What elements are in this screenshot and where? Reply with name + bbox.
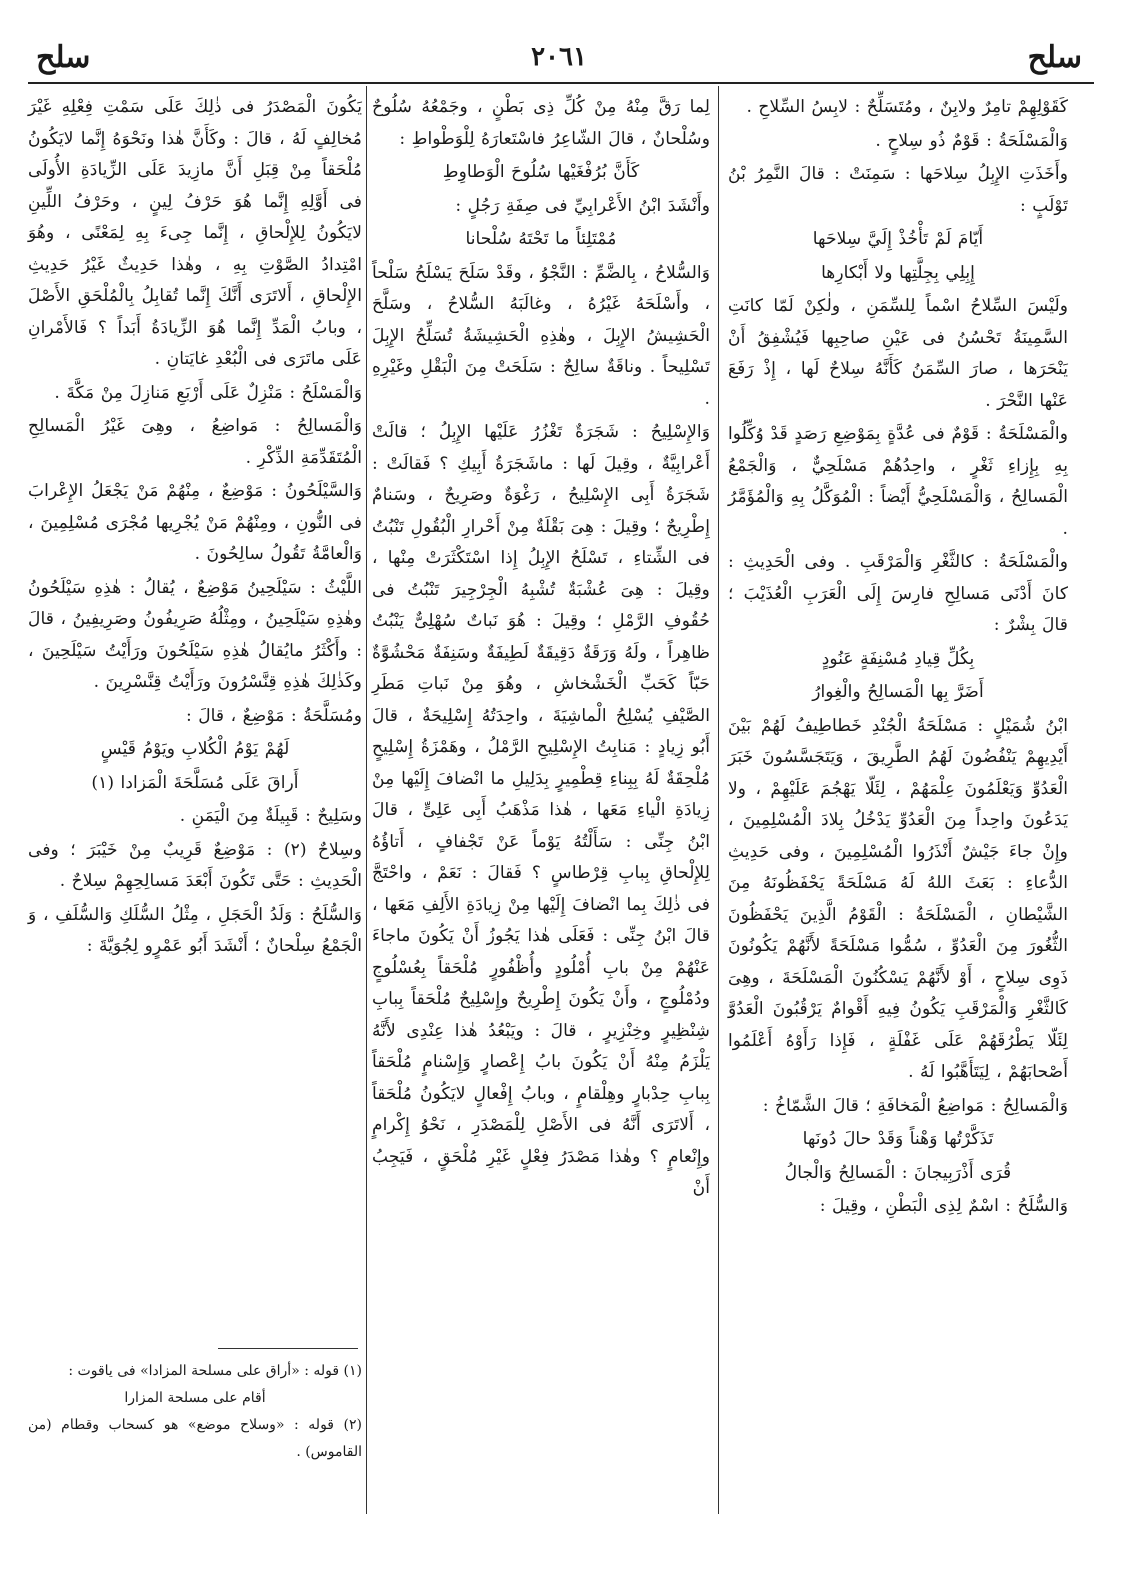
verse-line: لَهُمْ يَوْمُ الْكُلابِ ويَوْمُ قَيْسٍ [100,739,290,759]
entry-paragraph: وَالإِسْلِيحُ : شَجَرَةٌ تَغْزُرُ عَلَيْها الإِبِلُ ؛ قالَتْ أَعْرابِيَّةٌ ، وقِيلَ لَها : ماشَجَرَةُ أَبِيكِ ؟ فَقالَتْ : شَجَرَةُ أَبِى الإِسْلِيحُ ، رَغْوَةٌ وصَرِيحٌ ، وسَنامٌ إِطْرِيحٌ ؛ وقِيلَ : هِىَ بَقْلَةٌ مِنْ أَحْرارِ الْبُقُولِ تَنْبُتُ فى الشِّتاءِ ، تَسْلَحُ الإِبِلُ إِذا اسْتَكْثَرَتْ مِنْها ، وقِيلَ : هِىَ عُشْبَةٌ تُشْبِهُ الْجِرْجِيرَ تَنْبُتُ فى حُقُوفِ الرَّمْلِ ؛ وقِيلَ : هُوَ نَباتٌ سُهْلِىٌّ يَنْبُتُ ظاهِراً ، ولَهُ وَرَقَةٌ دَقِيقَةٌ لَطِيفَةٌ وسَنِفَةٌ مَحْشُوَّةٌ حَبّاً كَحَبِّ الْخَشْخاشِ ، وهُوَ مِنْ نَباتِ مَطَرِ الصَّيْفِ يُسْلِحُ الْماشِيَةَ ، واحِدَتُهُ إِسْلِيحَةٌ ، قالَ أَبُو زِيادٍ : مَنابِتُ الإِسْلِيحِ الرَّمْلُ ، وهَمْزَةُ إِسْلِيحٍ مُلْحِقَةٌ لَهُ بِبِناءِ قِطْمِيرٍ بِدَلِيلِ ما انْضافَ إِلَيْها مِنْ زِيادَةِ الْياءِ مَعَها ، هٰذا مَذْهَبُ أَبِى عَلِىٍّ ، قالَ ابْنُ جِنِّى : سَأَلْتُهُ يَوْماً عَنْ تَجْفافٍ ، أَتاؤُهُ لِلإِلْحاقِ بِبابِ قِرْطاسٍ ؟ فَقالَ : نَعَمْ ، واحْتَجَّ فى ذٰلِكَ بِما انْضافَ إِلَيْها مِنْ زِيادَةِ الأَلِفِ مَعَها ، قالَ ابْنُ جِنِّى : فَعَلَى هٰذا يَجُوزُ أَنْ يَكُونَ ماجاءَ عَنْهُمْ مِنْ بابِ أُمْلُودٍ وأُظْفُورٍ مُلْحَقاً بِعُسْلُوجٍ ودُمْلُوجٍ ، وأَنْ يَكُونَ إِطْرِيحٌ وإِسْلِيحٌ مُلْحَقاً بِبابِ شِنْظِيرٍ وخِنْزِيرٍ ، قالَ : ويَبْعُدُ هٰذا عِنْدِى لأَنَّهُ يَلْزَمُ مِنْهُ أَنْ يَكُونَ بابُ إِعْصارٍ وَإِسْنامٍ مُلْحَقاً بِبابِ حِدْبارٍ وهِلْقامٍ ، وبابُ إِفْعالٍ لايَكُونُ مُلْحَقاً ، أَلاتَرَى أَنَّهُ فى الأَصْلِ لِلْمَصْدَرِ ، نَحْوُ إِكْرامٍ وإِنْعامٍ ؟ وهٰذا مَصْدَرُ فِعْلٍ غَيْرِ مُلْحَقٍ ، فَيَجِبُ أَنْ [372,422,710,1198]
entry-paragraph: وسِلاحٌ (٢) : مَوْضِعٌ قَرِيبٌ مِنْ خَيْبَرَ ؛ وفى الْحَدِيثِ : حَتَّى تَكُونَ أَبْعَدَ مَسالِحِهِمْ سِلاحٌ . [28,839,362,891]
verse-line: كَأَنَّ بُرُفْغَيْها سُلُوحَ الْوَطاوِطِ [442,162,640,182]
entry-paragraph: وَالْمَسْلَحَةُ : قَوْمٌ ذُو سِلاحٍ . [875,130,1068,151]
footnotes [28,1358,362,1466]
verse-line: تَذَكَّرْتُها وَهْناً وَقَدْ حالَ دُونَها [802,1129,994,1149]
entry-paragraph: وأَنْشَدَ ابْنُ الأَعْرابِيِّ فى صِفَةِ رَجُلٍ : [455,195,710,216]
header-rule [28,82,1094,84]
entry-paragraph: وَالْمَسْلَحُ : مَنْزِلٌ عَلَى أَرْبَعِ مَنازِلَ مِنْ مَكَّةَ . [54,382,362,403]
column-right [728,92,1068,1225]
entry-paragraph: وسَلِيحٌ : قَبِيلَةٌ مِنَ الْيَمَنِ . [179,806,362,826]
column-divider [718,86,719,1514]
verse-line: قُرَى أَذْرَبِيجانَ : الْمَسالِحُ وَالْجالُ [784,1162,1012,1183]
entry-paragraph: وَالْمَسالِحُ : مَواضِعُ ، وهِىَ غَيْرُ الْمَسالِحِ الْمُتَقَدِّمَةِ الذِّكْرِ . [28,416,362,468]
entry-paragraph: ولَيْسَ السِّلاحُ اسْماً لِلسِّمَنِ ، ولٰكِنْ لَمّا كانَتِ السَّمِينَةُ تَحْسُنُ فى عَيْنِ صاحِبِها فَيُشْفِقُ أَنْ يَنْحَرَها ، صارَ السِّمَنُ كَأَنَّهُ سِلاحٌ لَها ، إِذْ رَفَعَ عَنْها النَّحْرَ . [728,296,1068,411]
footnote: (١) قوله : «أراق على مسلحة المزادا» فى ياقوت : [68,1363,362,1379]
entry-paragraph: والْمَسْلَحَةُ : كالثَّغْرِ وَالْمَرْقَبِ . وفى الْحَدِيثِ : كانَ أَدْنَى مَسالِحِ فارِسَ إِلَى الْعَرَبِ الْعُذَيْبَ ؛ قالَ بِشْرٌ : [728,552,1068,635]
footnote-rule [218,1348,358,1349]
entry-paragraph: وأَخَذَتِ الإِبِلُ سِلاحَها : سَمِنَتْ : قالَ النَّمِرُ بْنُ تَوْلَبٍ : [728,164,1068,216]
page-header [28,40,1090,80]
entry-paragraph: وَالسُّلاحُ ، بِالضَّمِّ : النَّجْوُ ، وقَدْ سَلَحَ يَسْلَحُ سَلْحاً ، وأَسْلَحَهُ غَيْرُهُ ، وغالَبَهُ السُّلاحُ ، وسَلَّحَ الْحَشِيشُ الإِبِلَ ، وهٰذِهِ الْحَشِيشَةُ تُسَلِّحُ الإِبِلَ تَسْلِيحاً . وناقَةٌ سالِحٌ : سَلَحَتْ مِنَ الْبَقْلِ وغَيْرِهِ . [372,262,710,409]
entry-paragraph: ومُسَلَّحَةُ : مَوْضِعٌ ، قالَ : [185,705,362,726]
verse-line: أَيّامَ لَمْ تَأْخُذْ إِلَيَّ سِلاحَها [812,229,984,249]
footnote-verse: أقام على مسلحة المزارا [124,1390,266,1406]
verse-line: مُمْتَلِئاً ما تَحْتَهُ سُلْحانا [465,229,617,249]
header-root-word-left: سلح [36,40,91,75]
verse-line: أَضَرَّ بِها الْمَسالِحُ والْغِوارُ [812,682,984,702]
column-left [28,92,362,965]
verse-line: أَراقَ عَلَى مُسَلَّحَةَ الْمَزادا (١) [91,772,299,793]
entry-paragraph: وَالْمَسالِحُ : مَواضِعُ الْمَخافَةِ ؛ قالَ الشَّمّاخُ : [762,1095,1068,1116]
entry-paragraph: ابْنُ شُمَيْلٍ : مَسْلَحَةُ الْجُنْدِ خَطاطِيفُ لَهُمْ بَيْنَ أَيْدِيهِمْ يَنْفُضُونَ لَهُمُ الطَّرِيقَ ، وَيَتَجَسَّسُونَ خَبَرَ الْعَدُوِّ وَيَعْلَمُونَ عِلْمَهُمْ ، لِئَلّا يَهْجُمَ عَلَيْهِمْ ، ولا يَدَعُونَ واحِداً مِنَ الْعَدُوِّ يَدْخُلُ بِلادَ الْمُسْلِمِينَ ، وإِنْ جاءَ جَيْشٌ أَنْذَرُوا الْمُسْلِمِينَ ، وفى حَدِيثِ الدُّعاءِ : بَعَثَ اللهُ لَهُ مَسْلَحَةً يَحْفَظُونَهُ مِنَ الشَّيْطانِ ، الْمَسْلَحَةُ : الْقَوْمُ الَّذِينَ يَحْفَظُونَ الثُّغُورَ مِنَ الْعَدُوِّ ، سُمُّوا مَسْلَحَةً لأَنَّهُمْ يَكُونُونَ ذَوِى سِلاحٍ ، أَوْ لأَنَّهُمْ يَسْكُنُونَ الْمَسْلَحَةَ ، وهِىَ كَالثَّغْرِ وَالْمَرْقَبِ يَكُونُ فِيهِ أَقْوامٌ يَرْقُبُونَ الْعَدُوَّ لِئَلّا يَطْرُقَهُمْ عَلَى غَفْلَةٍ ، فَإِذا رَأَوْهُ أَعْلَمُوا أَصْحابَهُمْ ، لِيَتَأَهَّبُوا لَهُ . [728,715,1068,1082]
entry-paragraph: وَالسُّلَحُ : اسْمٌ لِذِى الْبَطْنِ ، وقِيلَ : [819,1196,1068,1216]
column-divider [366,86,367,1514]
verse-line: بِكُلِّ قِيادِ مُسْنِفَةٍ عَنُودٍ [821,648,975,669]
entry-paragraph: والْمَسْلَحَةُ : قَوْمٌ فى عُدَّةٍ بِمَوْضِعِ رَصَدٍ قَدْ وُكِّلُوا بِهِ بِإِزاءِ ثَغْرٍ ، واحِدُهُمْ مَسْلَحِيٌّ ، وَالْجَمْعُ الْمَسالِحُ ، وَالْمَسْلَحِيُّ أَيْضاً : الْمُوَكَّلُ بِهِ وَالْمُؤَمَّرُ . [728,424,1068,539]
entry-paragraph: اللَّيْثُ : سَيْلَحِينُ مَوْضِعٌ ، يُقالُ : هٰذِهِ سَيْلَحُونُ وهٰذِهِ سَيْلَحِينُ ، ومِثْلُهُ صَرِيفُونُ وصَرِيفِينُ ، قالَ : وأَكْثَرُ مايُقالُ هٰذِهِ سَيْلَحُونَ ورَأَيْتُ سَيْلَحِينَ ، وكَذٰلِكَ هٰذِهِ قِنَّسْرُونَ ورَأَيْتُ قِنَّسْرِينَ . [28,577,362,692]
footnote: (٢) قوله : «وسلاح موضع» هو كسحاب وقطام (من القاموس) . [28,1417,362,1460]
entry-paragraph: كَقَوْلِهِمْ تامِرٌ ولابِنٌ ، ومُتَسَلِّحٌ : لابِسُ السِّلاحِ . [746,97,1068,117]
column-middle [372,92,710,1207]
verse-line: إِبِلِي بِجِلَّتِها ولا أَبْكارِها [821,262,975,283]
header-root-word-right: سلح [1027,40,1082,75]
page-number: ٢٠٦١ [531,42,587,72]
entry-paragraph: لِما رَقَّ مِنْهُ مِنْ كُلِّ ذِى بَطْنٍ ، وجَمْعُهُ سُلُوحٌ وسُلْحانٌ ، قالَ الشّاعِرُ فاسْتَعارَهُ لِلْوَطْواطِ : [372,97,710,149]
entry-paragraph: وَالسَّيْلَحُونُ : مَوْضِعٌ ، مِنْهُمْ مَنْ يَجْعَلُ الإِعْرابَ فى النُّونِ ، ومِنْهُمْ مَنْ يُجْرِيها مُجْرَى مُسْلِمِينَ ، وَالْعامَّةُ تَقُولُ سالِحُونَ . [28,481,362,564]
entry-paragraph: يَكُونَ الْمَصْدَرُ فى ذٰلِكَ عَلَى سَمْتِ فِعْلِهِ غَيْرَ مُخالِفٍ لَهُ ، قالَ : وكَأَنَّ هٰذا ونَحْوَهُ إِنَّما لايَكُونُ مُلْحَقاً مِنْ قِبَلِ أَنَّ مازِيدَ عَلَى الزِّيادَةِ الأُولَى فى أَوَّلِهِ إِنَّما هُوَ حَرْفُ لِينٍ ، وحَرْفُ اللِّينِ لايَكُونُ لِلإِلْحاقِ ، إِنَّما جِىءَ بِهِ لِمَعْنًى ، وهُوَ امْتِدادُ الصَّوْتِ بِهِ ، وهٰذا حَدِيثٌ غَيْرُ حَدِيثِ الإِلْحاقِ ، أَلاتَرَى أَنَّكَ إِنَّما تُقابِلُ بِالْمُلْحَقِ الأَصْلَ ، وبابُ الْمَدِّ إِنَّما هُوَ الزِّيادَةُ أَبَداً ؟ فَالأَمْرانِ عَلَى ماتَرَى فى الْبُعْدِ غايَتانِ . [28,97,362,369]
entry-paragraph: وَالسُّلَحُ : وَلَدُ الْحَجَلِ ، مِثْلُ السُّلَكِ وَالسُّلَفِ ، وَ الْجَمْعُ سِلْحانٌ ؛ أَنْشَدَ أَبُو عَمْرٍو لِجُوَيَّةَ : [28,904,362,956]
